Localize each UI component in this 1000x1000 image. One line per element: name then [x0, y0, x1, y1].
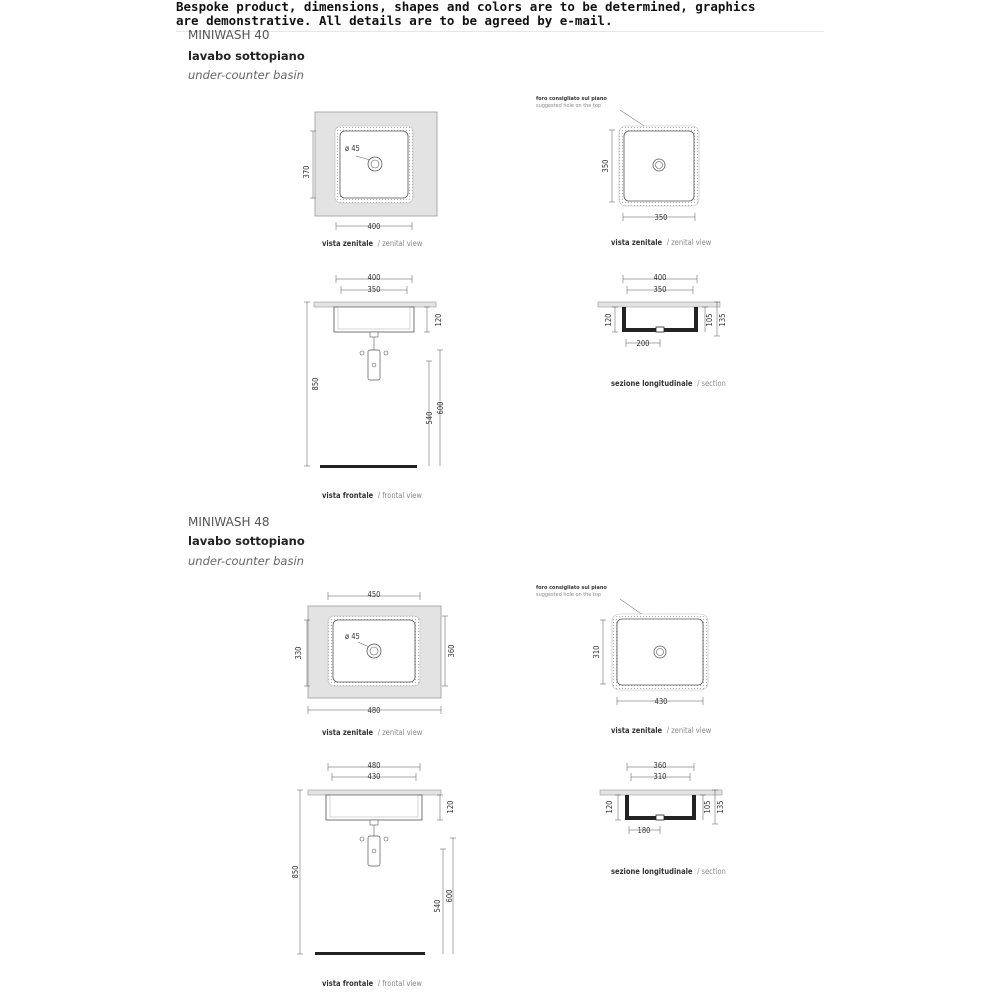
m48-top-height: 330: [294, 646, 303, 660]
m48-section-105: 105: [703, 800, 712, 814]
m48-caption-section: sezione longitudinale / section: [611, 867, 726, 876]
m40-front-540: 540: [425, 411, 434, 425]
m48-section-countertop: [600, 790, 722, 795]
m48-b-width: 430: [654, 697, 668, 706]
model-title-2: MINIWASH 48: [188, 515, 270, 529]
m48-section-135: 135: [716, 800, 725, 814]
m40-front-600: 600: [436, 401, 445, 415]
m48-section-outer: 360: [653, 761, 667, 770]
m48-hole-note-it: foro consigliato sul piano: [536, 585, 607, 591]
m40-front-basin: [334, 307, 414, 332]
m48-drain-label: ø 45: [345, 632, 360, 641]
notice-text: Bespoke product, dimensions, shapes and colors are to be determined, graphics are demonstrative. All details are to be agreed by e-mail.: [176, 0, 756, 28]
m40-frontal-view: [304, 273, 445, 502]
m40-b-height: 350: [601, 159, 610, 173]
m40-section: [598, 273, 727, 390]
m40-section-105: 105: [705, 313, 714, 327]
m48-front-inner: 430: [367, 772, 381, 781]
m48-front-depth: 120: [446, 800, 455, 814]
m40-caption-section: sezione longitudinale / section: [611, 379, 726, 388]
m48-top-right-height: 360: [447, 644, 456, 658]
m40-b-width: 350: [654, 213, 668, 222]
product-subtitle-it-1: lavabo sottopiano: [188, 49, 305, 63]
m40-drain-label: ø 45: [345, 144, 360, 153]
m40-front-depth: 120: [434, 313, 443, 327]
m48-front-540: 540: [433, 899, 442, 913]
m48-section-left-height: 120: [605, 800, 614, 814]
product-subtitle-it-2: lavabo sottopiano: [188, 534, 305, 548]
m48-caption-frontal: vista frontale / frontal view: [322, 979, 422, 988]
m48-front-basin: [326, 795, 422, 820]
m48-section-base: 180: [637, 826, 651, 835]
m40-section-left-height: 120: [604, 313, 613, 327]
m40-hole-note-en: suggested hole on the top: [536, 103, 602, 109]
m48-caption-zenital-a: vista zenitale / zenital view: [322, 728, 423, 737]
m40-caption-zenital-a: vista zenitale / zenital view: [322, 239, 423, 248]
model-title-1: MINIWASH 40: [188, 28, 270, 42]
m40-section-outer: 400: [653, 273, 667, 282]
m48-front-600: 600: [445, 889, 454, 903]
m40-front-total-height: 850: [311, 377, 320, 391]
m48-section: [600, 761, 726, 878]
m40-caption-frontal: vista frontale / frontal view: [322, 491, 422, 500]
m48-b-height: 310: [592, 645, 601, 659]
m40-front-inner: 350: [367, 285, 381, 294]
m48-zenital-view-b: [536, 585, 712, 737]
m48-front-outer: 480: [367, 761, 381, 770]
m40-front-outer: 400: [367, 273, 381, 282]
m40-hole-note-it: foro consigliato sul piano: [536, 96, 607, 102]
m48-top-width: 480: [367, 706, 381, 715]
m40-top-width: 400: [367, 222, 381, 231]
m48-front-countertop: [308, 790, 441, 795]
m40-zenital-view-b: [536, 96, 712, 249]
m48-frontal-view: [291, 761, 456, 990]
m40-section-135: 135: [718, 313, 727, 327]
m40-section-base: 200: [636, 339, 650, 348]
m40-top-height: 370: [302, 165, 311, 179]
m48-front-total-height: 850: [291, 865, 300, 879]
m40-section-countertop: [598, 302, 720, 307]
m48-hole-note-en: suggested hole on the top: [536, 592, 602, 598]
m48-top-width-450: 450: [367, 590, 381, 599]
m40-floor-line: [320, 465, 417, 468]
m48-section-inner: 310: [653, 772, 667, 781]
product-subtitle-en-2: under-counter basin: [188, 554, 304, 568]
product-subtitle-en-1: under-counter basin: [188, 68, 304, 82]
m40-zenital-view-a: [302, 112, 437, 250]
m48-zenital-view-a: [294, 590, 456, 739]
m40-caption-zenital-b: vista zenitale / zenital view: [611, 238, 712, 247]
m48-floor-line: [315, 952, 425, 955]
m48-caption-zenital-b: vista zenitale / zenital view: [611, 726, 712, 735]
m40-front-countertop: [314, 302, 436, 307]
m40-section-inner: 350: [653, 285, 667, 294]
